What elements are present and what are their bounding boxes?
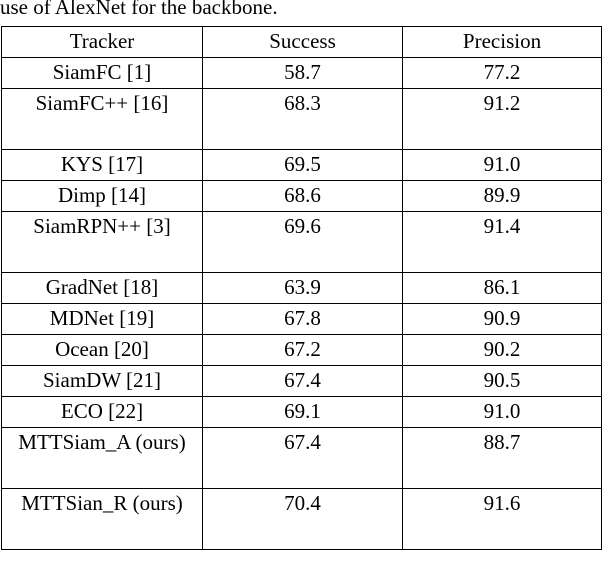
success-cell: 69.1 [203,397,403,428]
precision-cell: 91.0 [403,397,602,428]
success-cell: 67.2 [203,335,403,366]
table-row [2,89,602,150]
tracker-name: MTTSiam_A (ours) [18,430,186,454]
precision-cell: 88.7 [403,428,602,489]
header-success: Success [203,27,403,58]
table-row [2,489,602,550]
table-caption: use of AlexNet for the backbone. [0,0,278,19]
table-row [2,58,602,89]
results-table [1,26,602,550]
tracker-name: SiamRPN++ [3] [33,214,171,238]
tracker-name: SiamDW [21] [42,368,161,392]
tracker-cell [2,212,203,273]
tracker-cell [2,335,203,366]
tracker-name: MTTSian_R (ours) [21,491,183,515]
tracker-name: ECO [22] [60,399,144,423]
header-tracker: Tracker [2,27,203,58]
success-cell: 67.8 [203,304,403,335]
precision-cell: 77.2 [403,58,602,89]
precision-cell: 90.5 [403,366,602,397]
tracker-name: MDNet [19] [49,306,155,330]
tracker-name: Ocean [20] [55,337,149,361]
header-row [2,27,602,58]
tracker-cell [2,366,203,397]
table-row [2,181,602,212]
table-row [2,212,602,273]
success-cell: 69.5 [203,150,403,181]
tracker-name: SiamFC++ [16] [35,91,169,115]
success-cell: 67.4 [203,428,403,489]
success-cell: 70.4 [203,489,403,550]
table-row [2,335,602,366]
table-row [2,273,602,304]
precision-cell: 90.2 [403,335,602,366]
tracker-name: SiamFC [1] [52,60,152,84]
tracker-cell [2,397,203,428]
success-cell: 68.3 [203,89,403,150]
success-cell: 69.6 [203,212,403,273]
precision-cell: 91.4 [403,212,602,273]
precision-cell: 89.9 [403,181,602,212]
tracker-cell [2,428,203,489]
tracker-name: KYS [17] [60,152,144,176]
tracker-name: Dimp [14] [57,183,147,207]
tracker-cell [2,58,203,89]
tracker-cell [2,89,203,150]
table-row [2,397,602,428]
success-cell: 67.4 [203,366,403,397]
table-row [2,150,602,181]
table-row [2,428,602,489]
tracker-cell [2,181,203,212]
tracker-cell [2,489,203,550]
success-cell: 58.7 [203,58,403,89]
tracker-cell [2,150,203,181]
precision-cell: 86.1 [403,273,602,304]
success-cell: 63.9 [203,273,403,304]
success-cell: 68.6 [203,181,403,212]
precision-cell: 91.0 [403,150,602,181]
tracker-name: GradNet [18] [45,275,159,299]
precision-cell: 90.9 [403,304,602,335]
tracker-cell [2,304,203,335]
precision-cell: 91.2 [403,89,602,150]
header-precision: Precision [403,27,602,58]
tracker-cell [2,273,203,304]
table-row [2,366,602,397]
table-row [2,304,602,335]
precision-cell: 91.6 [403,489,602,550]
